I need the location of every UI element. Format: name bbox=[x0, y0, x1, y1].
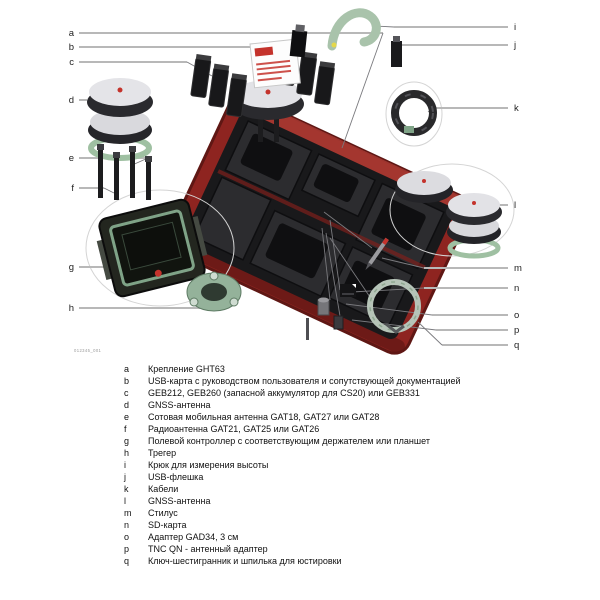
legend-key: m bbox=[124, 508, 132, 518]
callout-letter-j: j bbox=[514, 40, 517, 51]
adapter-gad34 bbox=[318, 298, 329, 316]
legend-key: l bbox=[124, 496, 126, 506]
callout-letter-d: d bbox=[68, 95, 74, 106]
legend-row bbox=[124, 507, 532, 519]
callout-letter-l: l bbox=[514, 200, 517, 211]
legend-key: p bbox=[124, 544, 130, 554]
legend-row bbox=[124, 375, 532, 387]
legend-text: Сотовая мобильная антенна GAT18, GAT27 или GAT28 bbox=[148, 412, 380, 422]
legend-text: Радиоантенна GAT21, GAT25 или GAT26 bbox=[148, 424, 320, 434]
legend-row bbox=[124, 519, 532, 531]
tribrach bbox=[187, 272, 241, 311]
legend-row bbox=[124, 531, 532, 543]
legend-key: h bbox=[124, 448, 130, 458]
callout-letter-q: q bbox=[514, 340, 520, 351]
legend-key: g bbox=[124, 436, 130, 446]
legend-key: b bbox=[124, 376, 130, 386]
legend-row bbox=[124, 495, 532, 507]
adjustment-pin bbox=[306, 318, 309, 340]
usb-flash-drive bbox=[391, 36, 402, 67]
cable-coil bbox=[395, 94, 433, 133]
callout-letter-a: a bbox=[68, 28, 74, 39]
legend-text: Крюк для измерения высоты bbox=[148, 460, 269, 470]
callout-letter-n: n bbox=[514, 283, 520, 294]
legend-text: Полевой контроллер с соответствующим держателем или планшет bbox=[148, 436, 430, 446]
legend-text: Крепление GHT63 bbox=[148, 364, 225, 374]
legend-text: USB-карта с руководством пользователя и сопутствующей документацией bbox=[148, 376, 461, 386]
sd-card bbox=[340, 284, 356, 297]
callout-letter-p: p bbox=[514, 325, 520, 336]
legend-key: n bbox=[124, 520, 130, 530]
callout-letter-e: e bbox=[68, 153, 74, 164]
legend-key: c bbox=[124, 388, 129, 398]
antenna-adapter bbox=[334, 316, 343, 329]
legend-text: USB-флешка bbox=[148, 472, 204, 482]
legend-text: Ключ-шестигранник и шпилька для юстировки bbox=[148, 556, 342, 566]
legend-row bbox=[124, 555, 532, 567]
legend-text: Адаптер GAD34, 3 см bbox=[148, 532, 239, 542]
callout-letter-o: o bbox=[514, 310, 520, 321]
legend-row bbox=[124, 363, 532, 375]
gnss-antenna-right-single bbox=[395, 171, 453, 203]
legend-text: SD-карта bbox=[148, 520, 187, 530]
legend-text: Стилус bbox=[148, 508, 178, 518]
figure-id: 012345_001 bbox=[74, 348, 102, 353]
callout-letter-b: b bbox=[68, 42, 74, 53]
callout-letter-c: c bbox=[69, 57, 74, 68]
legend-text: GEB212, GEB260 (запасной аккумулятор для CS20) или GEB331 bbox=[148, 388, 420, 398]
legend-row bbox=[124, 399, 532, 411]
legend-key: o bbox=[124, 532, 130, 542]
callout-letter-f: f bbox=[71, 183, 74, 194]
legend-row bbox=[124, 471, 532, 483]
legend-row bbox=[124, 543, 532, 555]
callout-letter-m: m bbox=[514, 263, 522, 274]
legend-text: Трегер bbox=[148, 448, 177, 458]
callout-letter-i: i bbox=[514, 22, 517, 33]
legend-key: e bbox=[124, 412, 130, 422]
gnss-antenna-stack bbox=[87, 78, 153, 158]
legend-text: TNC QN - антенный адаптер bbox=[148, 544, 268, 554]
legend-row bbox=[124, 387, 532, 399]
legend-key: i bbox=[124, 460, 126, 470]
legend-key: a bbox=[124, 364, 130, 374]
legend-key: f bbox=[124, 424, 127, 434]
legend-key: d bbox=[124, 400, 130, 410]
legend-text: Кабели bbox=[148, 484, 179, 494]
callout-letter-g: g bbox=[68, 262, 74, 273]
legend-key: q bbox=[124, 556, 130, 566]
battery-cluster-left bbox=[189, 54, 249, 117]
legend-row bbox=[124, 435, 532, 447]
callout-letter-h: h bbox=[68, 303, 74, 314]
legend-row bbox=[124, 447, 532, 459]
legend-text: GNSS-антенна bbox=[148, 400, 211, 410]
legend-text: GNSS-антенна bbox=[148, 496, 211, 506]
legend-key: j bbox=[124, 472, 126, 482]
legend-row bbox=[124, 411, 532, 423]
legend bbox=[124, 363, 532, 567]
legend-row bbox=[124, 459, 532, 471]
legend-row bbox=[124, 483, 532, 495]
callout-letter-k: k bbox=[514, 103, 519, 114]
legend-key: k bbox=[124, 484, 129, 494]
height-hook bbox=[332, 13, 377, 48]
legend-row bbox=[124, 423, 532, 435]
